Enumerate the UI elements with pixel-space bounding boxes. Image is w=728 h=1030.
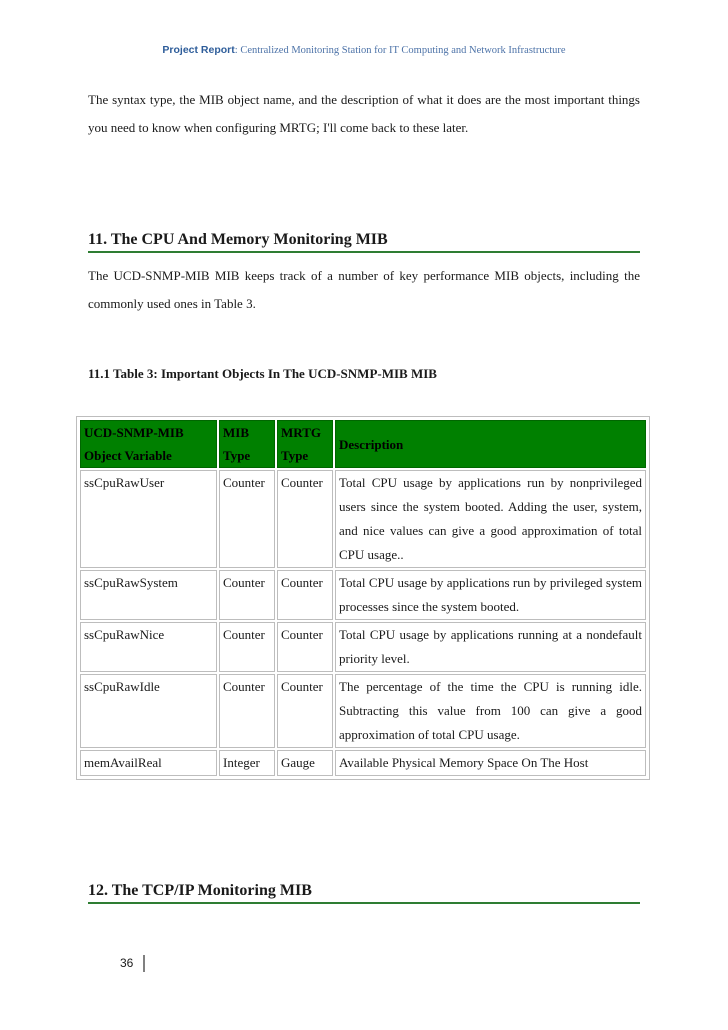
cell-object: ssCpuRawSystem <box>80 570 217 620</box>
cell-object: ssCpuRawNice <box>80 622 217 672</box>
cell-description: Total CPU usage by applications running at a nondefault priority level. <box>335 622 646 672</box>
header-mib-type: MIB Type <box>219 420 275 468</box>
table-header-row <box>80 420 646 468</box>
cell-object: ssCpuRawIdle <box>80 674 217 748</box>
table-row <box>80 750 646 776</box>
header-title: : Centralized Monitoring Station for IT Computing and Network Infrastructure <box>234 45 566 56</box>
header-label: Project Report <box>162 44 235 56</box>
header-description: Description <box>335 420 646 468</box>
section-11-heading: 11. The CPU And Memory Monitoring MIB <box>88 231 640 253</box>
table-row <box>80 470 646 568</box>
intro-paragraph: The syntax type, the MIB object name, and the description of what it does are the most important things you need to know when configuring MRTG; I'll come back to these later. <box>88 92 640 135</box>
cell-description: Available Physical Memory Space On The Host <box>335 750 646 776</box>
cell-mrtg-type: Gauge <box>277 750 333 776</box>
table-row <box>80 570 646 620</box>
section-11-paragraph: The UCD-SNMP-MIB MIB keeps track of a number of key performance MIB objects, including the commonly used ones in Table 3. <box>88 268 640 311</box>
cell-mib-type: Counter <box>219 622 275 672</box>
cell-mrtg-type: Counter <box>277 570 333 620</box>
mib-objects-table <box>76 416 650 780</box>
cell-mrtg-type: Counter <box>277 674 333 748</box>
cell-mrtg-type: Counter <box>277 470 333 568</box>
table-row <box>80 622 646 672</box>
running-header <box>0 44 728 56</box>
cell-mib-type: Counter <box>219 674 275 748</box>
cell-mib-type: Counter <box>219 570 275 620</box>
header-object-variable: UCD-SNMP-MIB Object Variable <box>80 420 217 468</box>
table-row <box>80 674 646 748</box>
cell-object: ssCpuRawUser <box>80 470 217 568</box>
section-12-heading: 12. The TCP/IP Monitoring MIB <box>88 882 640 904</box>
cell-description: Total CPU usage by applications run by nonprivileged users since the system booted. Adding the user, system, and nice values can give a good approximation of total CPU usage.. <box>335 470 646 568</box>
cell-description: Total CPU usage by applications run by privileged system processes since the system booted. <box>335 570 646 620</box>
header-mrtg-type: MRTG Type <box>277 420 333 468</box>
page-number: 36 <box>120 955 145 972</box>
subsection-heading: 11.1 Table 3: Important Objects In The UCD-SNMP-MIB MIB <box>88 366 437 381</box>
cell-mrtg-type: Counter <box>277 622 333 672</box>
cell-object: memAvailReal <box>80 750 217 776</box>
cell-mib-type: Integer <box>219 750 275 776</box>
cell-description: The percentage of the time the CPU is running idle. Subtracting this value from 100 can give a good approximation of total CPU usage. <box>335 674 646 748</box>
cell-mib-type: Counter <box>219 470 275 568</box>
